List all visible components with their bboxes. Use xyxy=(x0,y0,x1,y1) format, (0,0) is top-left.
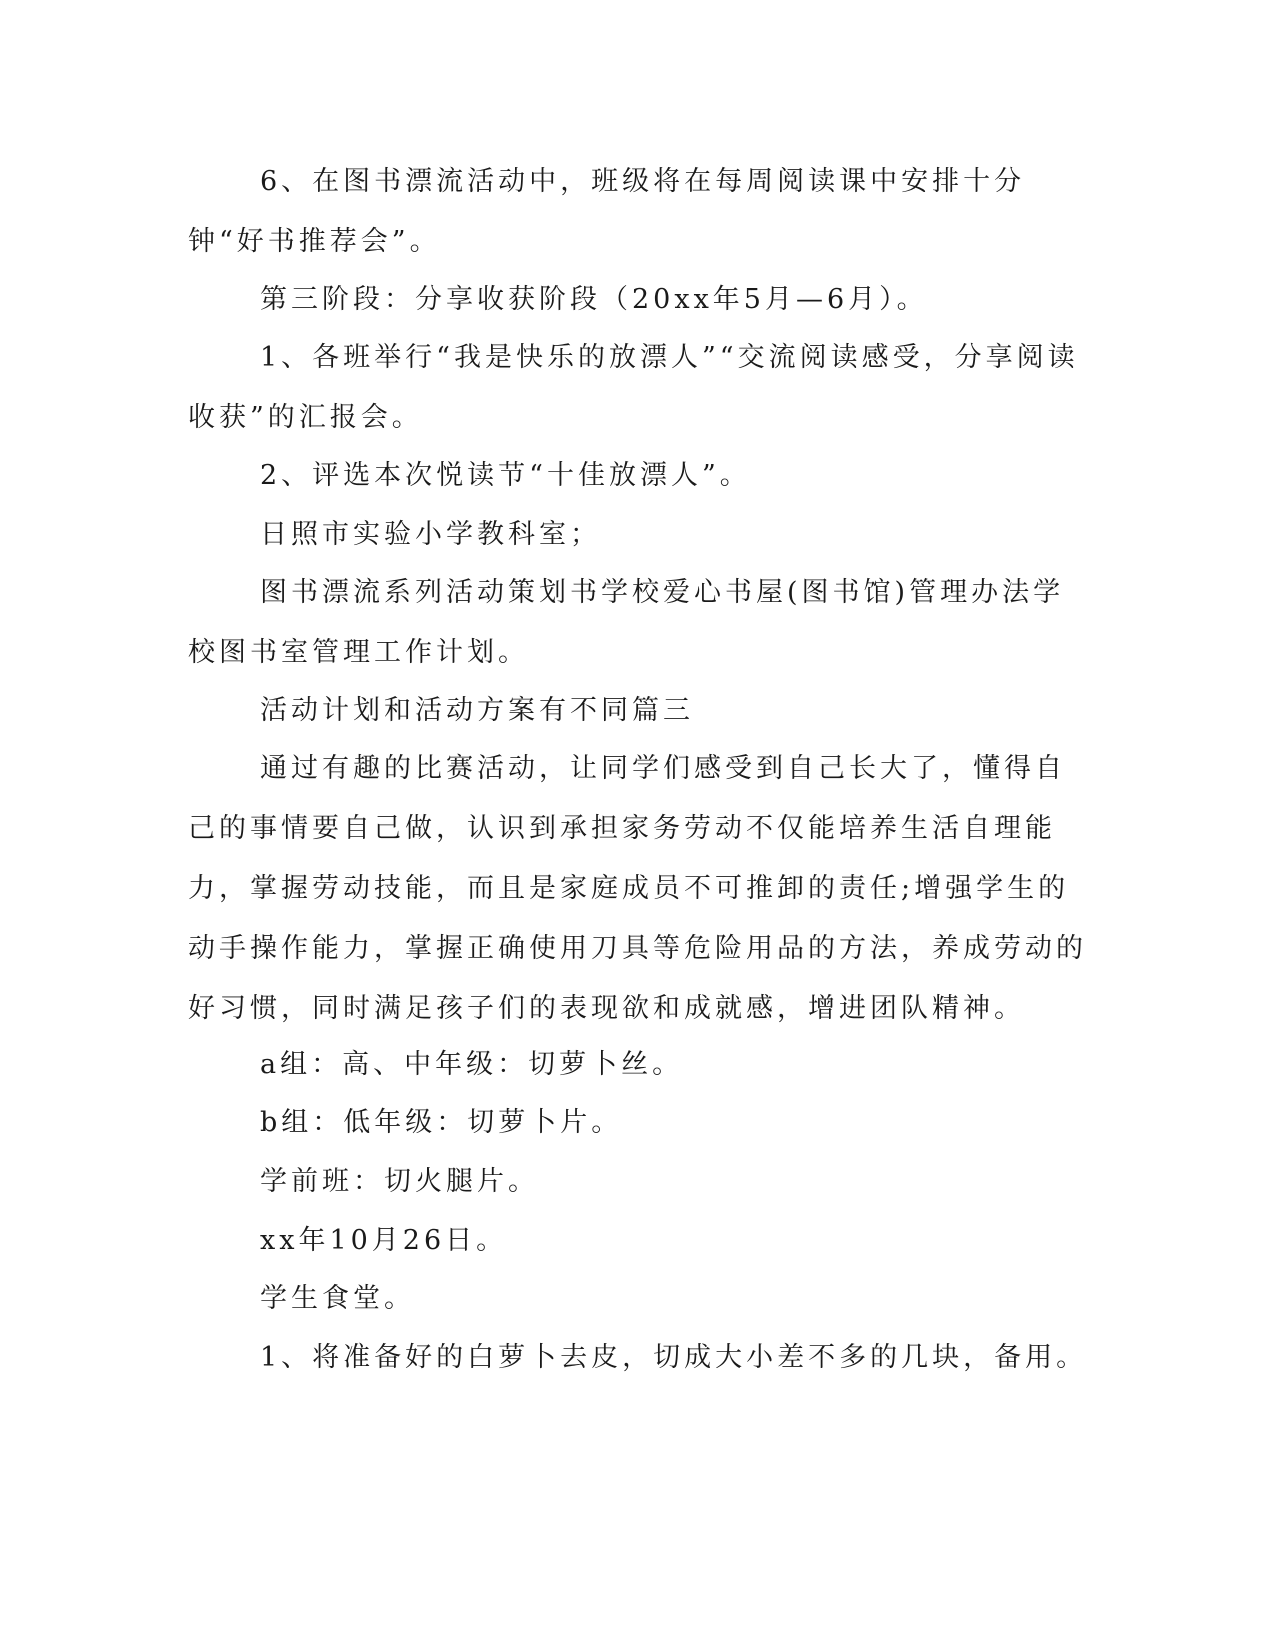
paragraph-group-b: b组：低年级：切萝卜片。 xyxy=(260,1107,623,1138)
paragraph-section-three-title: 活动计划和活动方案有不同篇三 xyxy=(260,695,694,726)
paragraph-step-one: 1、将准备好的白萝卜去皮，切成大小差不多的几块，备用。 xyxy=(260,1342,1088,1373)
paragraph-location: 学生食堂。 xyxy=(260,1283,415,1314)
paragraph-top-ten-selection: 2、评选本次悦读节“十佳放漂人”。 xyxy=(260,460,751,491)
paragraph-date: xx年10月26日。 xyxy=(260,1225,508,1256)
paragraph-related-documents: 图书漂流系列活动策划书学校爱心书屋(图书馆)管理办法学校图书室管理工作计划。 xyxy=(188,577,1065,668)
paragraph-office-signature: 日照市实验小学教科室； xyxy=(260,519,601,550)
paragraph-report-meeting: 1、各班举行“我是快乐的放漂人”“交流阅读感受，分享阅读收获”的汇报会。 xyxy=(188,342,1079,433)
paragraph-stage-three-heading: 第三阶段：分享收获阶段（20xx年5月—6月）。 xyxy=(260,284,928,315)
paragraph-preschool: 学前班：切火腿片。 xyxy=(260,1166,539,1197)
paragraph-group-a: a组：高、中年级：切萝卜丝。 xyxy=(260,1049,684,1080)
paragraph-activity-purpose: 通过有趣的比赛活动，让同学们感受到自己长大了，懂得自己的事情要自己做，认识到承担家务劳动不仅能培养生活自理能力，掌握劳动技能，而且是家庭成员不可推卸的责任;增强学生的动手操作能力，掌握正确使用刀具等危险用品的方法，养成劳动的好习惯，同时满足孩子们的表现欲和成就感，增进团队精神。 xyxy=(188,753,1087,1024)
paragraph-book-recommendation: 6、在图书漂流活动中，班级将在每周阅读课中安排十分钟“好书推荐会”。 xyxy=(188,166,1026,257)
